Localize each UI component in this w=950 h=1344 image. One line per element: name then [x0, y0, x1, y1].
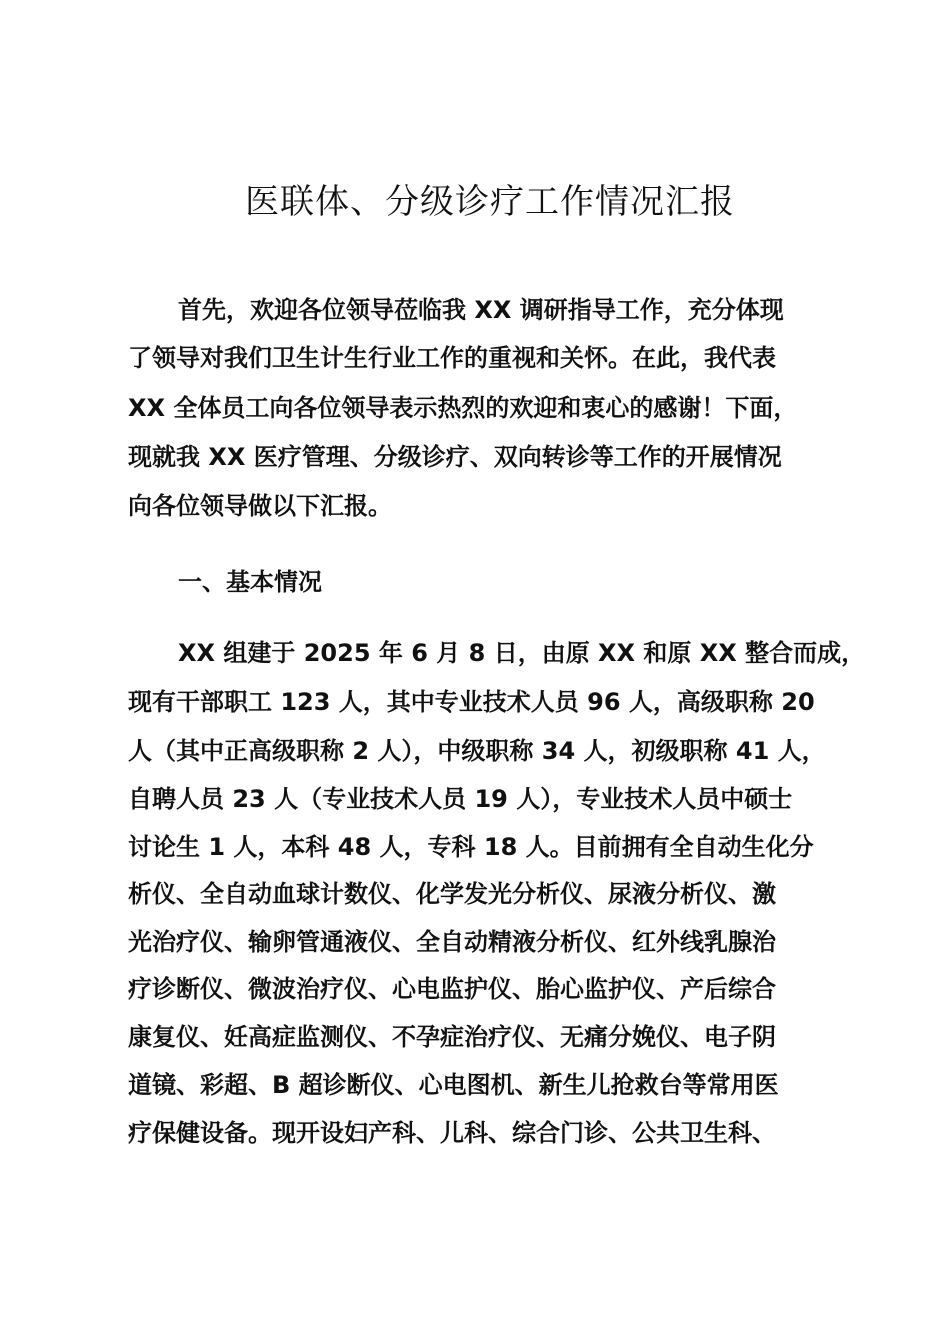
body-line-9: 康复仪、妊高症监测仪、不孕症治疗仪、无痛分娩仪、电子阴	[128, 1023, 776, 1051]
body-line-1: XX 组建于 2025 年 6 月 8 日，由原 XX 和原 XX 整合而成，	[178, 639, 866, 667]
body-line-2: 现有干部职工 123 人，其中专业技术人员 96 人，高级职称 20	[128, 688, 815, 716]
intro-line-4: 现就我 XX 医疗管理、分级诊疗、双向转诊等工作的开展情况	[128, 443, 782, 471]
body-line-11: 疗保健设备。现开设妇产科、儿科、综合门诊、公共卫生科、	[128, 1119, 776, 1147]
body-line-4: 自聘人员 23 人（专业技术人员 19 人），专业技术人员中硕士	[128, 785, 793, 813]
body-line-3: 人（其中正高级职称 2 人），中级职称 34 人，初级职称 41 人，	[128, 737, 826, 765]
document-title: 医联体、分级诊疗工作情况汇报	[245, 182, 735, 222]
intro-line-2: 了领导对我们卫生计生行业工作的重视和关怀。在此，我代表	[128, 344, 776, 372]
body-line-8: 疗诊断仪、微波治疗仪、心电监护仪、胎心监护仪、产后综合	[128, 975, 776, 1003]
body-line-10: 道镜、彩超、B 超诊断仪、心电图机、新生儿抢救台等常用医	[128, 1071, 779, 1099]
body-line-6: 析仪、全自动血球计数仪、化学发光分析仪、尿液分析仪、激	[128, 880, 776, 908]
intro-line-1: 首先，欢迎各位领导莅临我 XX 调研指导工作，充分体现	[178, 296, 784, 324]
section-heading: 一、基本情况	[178, 568, 322, 596]
body-line-5: 讨论生 1 人，本科 48 人，专科 18 人。目前拥有全自动生化分	[128, 833, 814, 861]
intro-line-3: XX 全体员工向各位领导表示热烈的欢迎和衷心的感谢！下面，	[128, 394, 798, 422]
intro-line-5: 向各位领导做以下汇报。	[128, 492, 392, 520]
body-line-7: 光治疗仪、输卵管通液仪、全自动精液分析仪、红外线乳腺治	[128, 928, 776, 956]
